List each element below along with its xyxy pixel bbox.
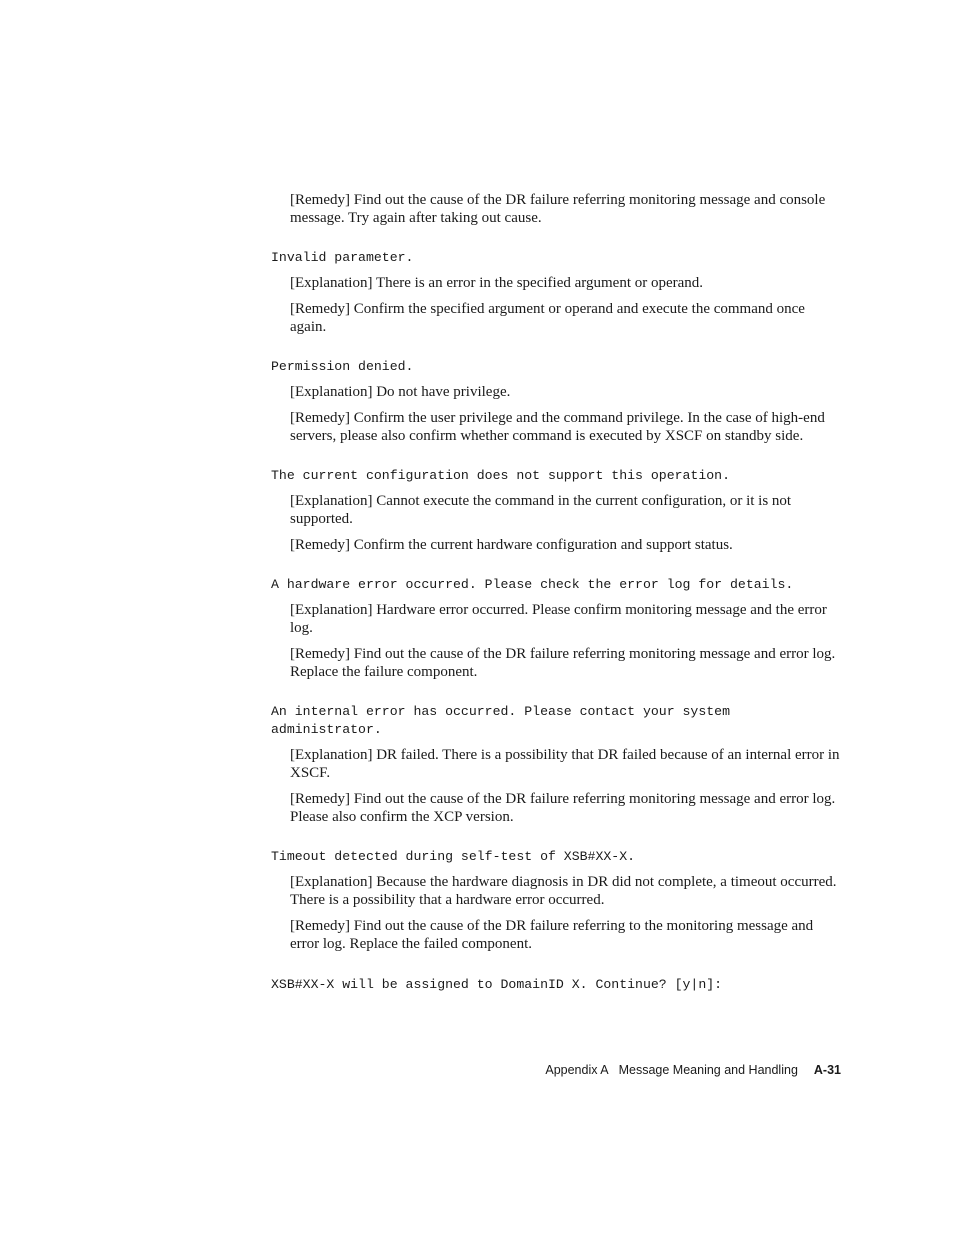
page-footer	[545, 1063, 841, 1077]
explanation-text: [Explanation] Because the hardware diagnosis in DR did not complete, a timeout occurred. There is a possibility that a hardware error occurred.	[290, 874, 837, 908]
page-number: A-31	[813, 1063, 841, 1077]
explanation-text: [Explanation] Do not have privilege.	[290, 384, 511, 400]
explanation-text: [Explanation] There is an error in the specified argument or operand.	[290, 275, 704, 291]
footer-appendix: Appendix A	[545, 1063, 609, 1077]
final-message-code: XSB#XX-X will be assigned to DomainID X. Continue? [y|n]:	[271, 977, 723, 992]
explanation-text: [Explanation] Cannot execute the command in the current configuration, or it is not supported.	[290, 493, 792, 527]
message-code: Permission denied.	[271, 359, 414, 374]
message-entry	[271, 848, 841, 953]
message-code: An internal error has occurred. Please contact your system administrator.	[271, 704, 738, 737]
remedy-text: [Remedy] Find out the cause of the DR failure referring to the monitoring message and error log. Replace the failed component.	[290, 918, 814, 952]
message-entry	[271, 467, 841, 554]
explanation-text: [Explanation] Hardware error occurred. Please confirm monitoring message and the error log.	[290, 602, 827, 636]
message-entry	[271, 249, 841, 336]
remedy-text: [Remedy] Find out the cause of the DR failure referring monitoring message and error log. Replace the failure component.	[290, 646, 836, 680]
explanation-text: [Explanation] DR failed. There is a possibility that DR failed because of an internal error in XSCF.	[290, 747, 840, 781]
remedy-text: [Remedy] Find out the cause of the DR failure referring monitoring message and console message. Try again after taking out cause.	[290, 192, 826, 226]
remedy-text: [Remedy] Confirm the current hardware configuration and support status.	[290, 537, 733, 553]
message-code: A hardware error occurred. Please check the error log for details.	[271, 577, 794, 592]
message-entry	[271, 703, 841, 826]
message-entry	[271, 576, 841, 681]
message-code: Timeout detected during self-test of XSB#XX-X.	[271, 849, 636, 864]
remedy-text: [Remedy] Confirm the user privilege and the command privilege. In the case of high-end servers, please also confirm whether command is executed by XSCF on standby side.	[290, 410, 825, 444]
remedy-text: [Remedy] Confirm the specified argument or operand and execute the command once again.	[290, 301, 805, 335]
footer-section-title: Message Meaning and Handling	[618, 1063, 798, 1077]
message-entry	[271, 358, 841, 445]
remedy-text: [Remedy] Find out the cause of the DR failure referring monitoring message and error log. Please also confirm the XCP version.	[290, 791, 836, 825]
page-content	[271, 191, 841, 1001]
message-code: The current configuration does not support this operation.	[271, 468, 730, 483]
message-code: Invalid parameter.	[271, 250, 414, 265]
